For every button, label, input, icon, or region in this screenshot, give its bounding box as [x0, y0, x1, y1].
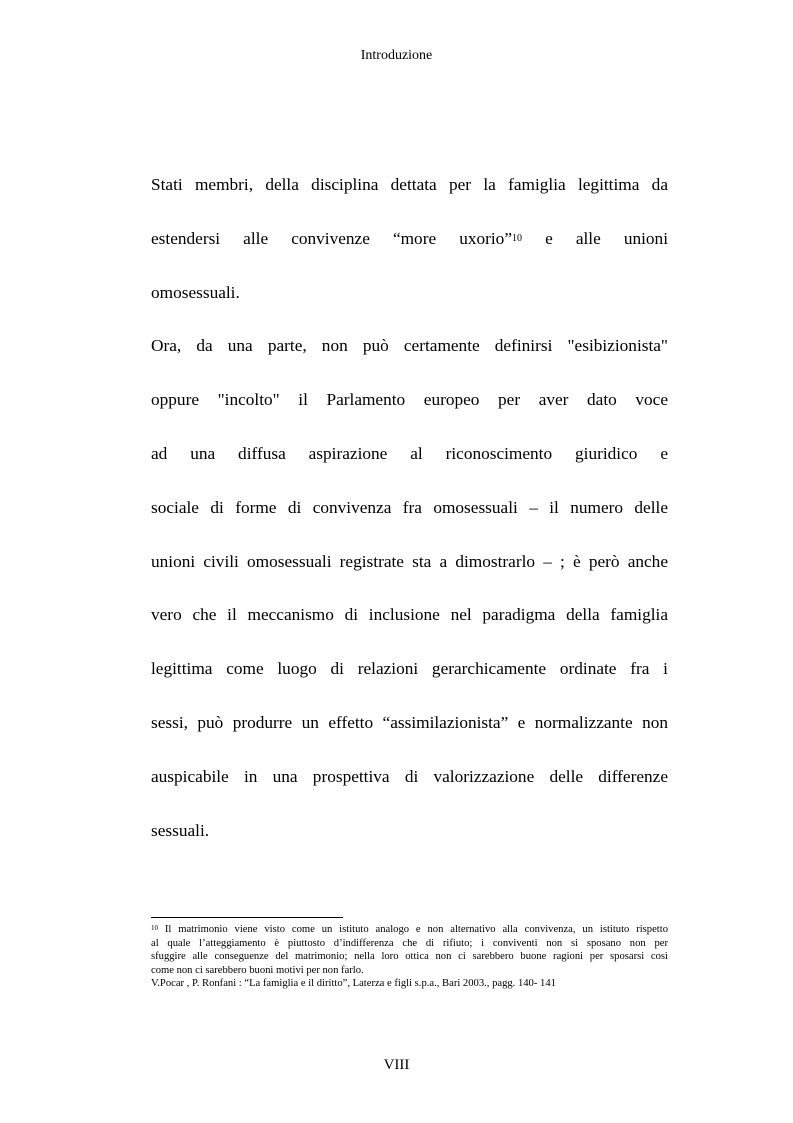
text-line: oppure "incolto" il Parlamento europeo per aver dato voce	[151, 390, 668, 410]
footnote-line	[151, 923, 668, 937]
footnote-reference[interactable]: 10	[512, 232, 522, 244]
text-line: unioni civili omosessuali registrate sta a dimostrarlo – ; è però anche	[151, 551, 668, 571]
paragraph-1	[151, 158, 668, 319]
text-line: Stati membri, della disciplina dettata per la famiglia legittima da	[151, 175, 668, 194]
text-line: sessi, può produrre un effetto “assimilazionista” e normalizzante non	[151, 712, 668, 732]
footnote-number: 10	[151, 924, 158, 932]
text-segment: estendersi alle convivenze “more uxorio”	[151, 228, 512, 248]
text-line-with-footnote-ref	[151, 212, 668, 266]
paragraph-2	[151, 319, 668, 857]
footnote-line: come non ci sarebbero buoni motivi per non farlo.	[151, 964, 364, 976]
footnote	[151, 923, 668, 991]
text-line: vero che il meccanismo di inclusione nel paradigma della famiglia	[151, 605, 668, 625]
footnote-citation: V.Pocar , P. Ronfani : “La famiglia e il diritto”, Laterza e figli s.p.a., Bari 2003., pagg. 140- 141	[151, 978, 556, 990]
body-text	[151, 158, 668, 857]
text-line: sociale di forme di convivenza fra omosessuali – il numero delle	[151, 497, 668, 517]
footnote-line: al quale l’atteggiamento è piuttosto d’indifferenza che di rifiuto; i conviventi non si sposano non per	[151, 937, 668, 949]
text-line: auspicabile in una prospettiva di valorizzazione delle differenze	[151, 766, 668, 786]
text-line: sessuali.	[151, 820, 210, 840]
running-header: Introduzione	[360, 48, 433, 63]
text-segment: e alle unioni	[522, 228, 668, 248]
text-line: ad una diffusa aspirazione al riconoscimento giuridico e	[151, 443, 668, 463]
text-line: legittima come luogo di relazioni gerarchicamente ordinate fra i	[151, 659, 668, 679]
footnote-line: sfuggire alle conseguenze del matrimonio; nella loro ottica non ci sarebbero buone ragioni per sposarsi così	[151, 951, 668, 963]
footnote-text: Il matrimonio viene visto come un istituto analogo e non alternativo alla convivenza, un istituto rispetto	[158, 924, 668, 935]
footnote-separator	[151, 917, 343, 918]
text-line: omosessuali.	[151, 282, 240, 302]
text-line: Ora, da una parte, non può certamente definirsi "esibizionista"	[151, 336, 668, 356]
page-number: VIII	[383, 1057, 410, 1073]
